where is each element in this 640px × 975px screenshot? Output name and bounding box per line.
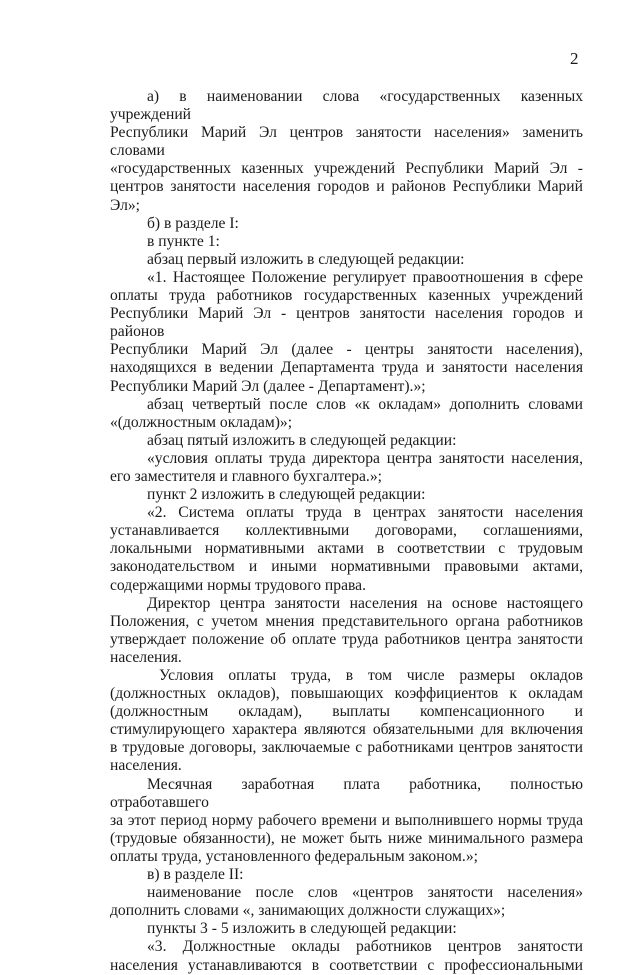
- text-line: «3. Должностные оклады работников центров занятости: [147, 938, 583, 956]
- text-line: абзац первый изложить в следующей редакции:: [147, 250, 465, 268]
- text-line: Республики Марий Эл - центров занятости населения городов и районов: [110, 305, 583, 341]
- text-line: б) в разделе I:: [147, 214, 239, 232]
- text-line: Директор центра занятости населения на основе настоящего: [147, 594, 583, 612]
- text-line: в) в разделе II:: [147, 866, 244, 884]
- text-line: «(должностным окладам)»;: [110, 413, 293, 431]
- text-line: пункты 3 - 5 изложить в следующей редакции:: [147, 920, 457, 938]
- text-line: «1. Настоящее Положение регулирует правоотношения в сфере: [147, 268, 583, 286]
- text-line: в трудовые договоры, заключаемые с работниками центров занятости: [110, 739, 583, 757]
- text-line: «2. Система оплаты труда в центрах занятости населения: [147, 504, 583, 522]
- text-line: «государственных казенных учреждений Республики Марий Эл -: [110, 160, 583, 178]
- text-line: дополнить словами «, занимающих должности служащих»;: [110, 902, 506, 920]
- text-line: абзац четвертый после слов «к окладам» дополнить словами: [147, 395, 583, 413]
- text-line: за этот период норму рабочего времени и выполнившего нормы труда: [110, 811, 583, 829]
- text-line: абзац пятый изложить в следующей редакции:: [147, 431, 457, 449]
- text-line: (должностным окладам), выплаты компенсационного и: [110, 703, 583, 721]
- text-line: в пункте 1:: [147, 232, 220, 250]
- text-line: устанавливается коллективными договорами, соглашениями,: [110, 522, 583, 540]
- text-line: Положения, с учетом мнения представительного органа работников: [110, 612, 583, 630]
- text-line: населения.: [110, 648, 182, 666]
- text-line: оплаты труда, установленного федеральным законом.»;: [110, 847, 478, 865]
- text-line: Республики Марий Эл (далее - Департамент).»;: [110, 377, 426, 395]
- document-body: [110, 88, 583, 975]
- text-line: наименование после слов «центров занятости населения»: [147, 884, 583, 902]
- text-line: населения устанавливаются в соответствии с профессиональными: [110, 956, 583, 974]
- text-line: локальными нормативными актами в соответствии с трудовым: [110, 540, 583, 558]
- text-line: оплаты труда работников государственных казенных учреждений: [110, 287, 583, 305]
- text-line: Условия оплаты труда, в том числе размеры окладов: [159, 667, 583, 684]
- text-line: Республики Марий Эл (далее - центры занятости населения),: [110, 341, 583, 359]
- text-line: Республики Марий Эл центров занятости населения» заменить словами: [110, 124, 583, 160]
- text-line: «условия оплаты труда директора центра занятости населения,: [147, 449, 583, 467]
- text-line: стимулирующего характера являются обязательными для включения: [110, 721, 583, 739]
- text-line: пункт 2 изложить в следующей редакции:: [147, 486, 426, 504]
- text-line: содержащими нормы трудового права.: [110, 576, 366, 594]
- text-line: утверждает положение об оплате труда работников центра занятости: [110, 630, 583, 648]
- text-line: (должностных окладов), повышающих коэффициентов к окладам: [110, 685, 583, 703]
- text-line: центров занятости населения городов и районов Республики Марий Эл»;: [110, 178, 583, 214]
- text-line: находящихся в ведении Департамента труда и занятости населения: [110, 359, 583, 377]
- text-line: (трудовые обязанности), не может быть ниже минимального размера: [110, 829, 583, 847]
- page-number: 2: [570, 49, 579, 68]
- text-line: населения.: [110, 757, 182, 775]
- text-line: а) в наименовании слова «государственных казенных учреждений: [110, 88, 583, 124]
- text-line: законодательством и иными нормативными правовыми актами,: [110, 558, 583, 576]
- text-line: его заместителя и главного бухгалтера.»;: [110, 467, 382, 485]
- text-line: Месячная заработная плата работника, полностью отработавшего: [110, 775, 583, 811]
